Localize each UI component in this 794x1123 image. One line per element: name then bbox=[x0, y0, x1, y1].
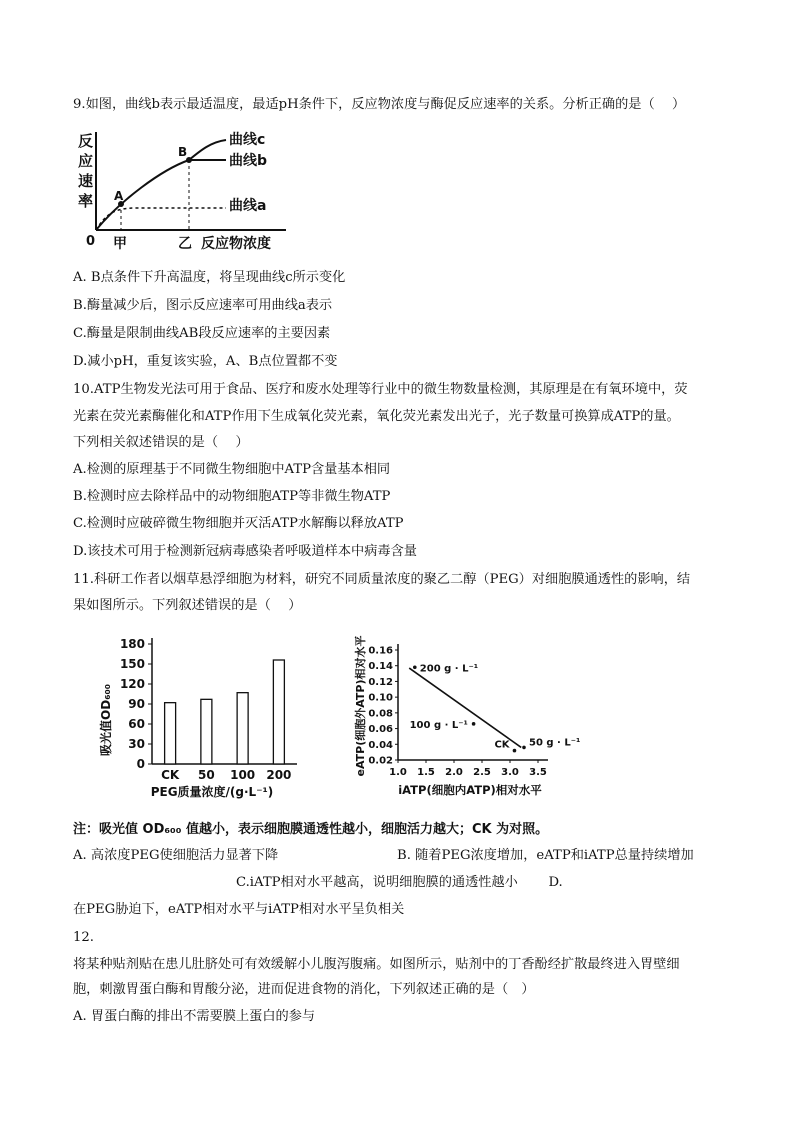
bar-ytick-label: 90 bbox=[128, 697, 145, 711]
q11-option-a: A. 高浓度PEG使细胞活力显著下降 bbox=[73, 848, 279, 863]
scatter-point bbox=[513, 749, 517, 753]
q11-note: 注：吸光值 OD₆₀₀ 值越小，表示细胞膜通透性越小，细胞活力越大；CK 为对照。 bbox=[73, 822, 549, 837]
scatter-xtick-label: 2.5 bbox=[473, 767, 491, 778]
q12-number: 12. bbox=[73, 930, 94, 945]
bar-100 bbox=[237, 693, 248, 764]
q12-option-a: A. 胃蛋白酶的排出不需要膜上蛋白的参与 bbox=[73, 1009, 316, 1024]
q11-option-b: B. 随着PEG浓度增加，eATP和iATP总量持续增加 bbox=[397, 848, 694, 863]
q10-option-d: D.该技术可用于检测新冠病毒感染者呼吸道样本中病毒含量 bbox=[73, 544, 417, 559]
scatter-ytick-label: 0.12 bbox=[368, 676, 393, 688]
q11-option-c-d: C.iATP相对水平越高，说明细胞膜的通透性越小 D. bbox=[236, 875, 563, 890]
q12-stem-line1: 将某种贴剂贴在患儿肚脐处可有效缓解小儿腹泻腹痛。如图所示，贴剂中的丁香酚经扩散最终进入胃壁细 bbox=[73, 957, 680, 972]
q9-point-a: A bbox=[114, 189, 124, 203]
bar-CK bbox=[165, 703, 176, 764]
scatter-point-label: 100 g · L⁻¹ bbox=[409, 719, 468, 731]
q9-ylabel-1: 应 bbox=[78, 152, 94, 170]
peg-bar-chart bbox=[92, 628, 304, 800]
q9-option-a: A. B点条件下升高温度，将呈现曲线c所示变化 bbox=[73, 270, 346, 285]
scatter-ytick-label: 0.10 bbox=[368, 692, 393, 704]
q10-stem-line1: 10.ATP生物发光法可用于食品、医疗和废水处理等行业中的微生物数量检测，其原理是在有氧环境中，荧 bbox=[73, 382, 688, 397]
q9-ylabel-3: 率 bbox=[78, 192, 94, 210]
q10-option-b: B.检测时应去除样品中的动物细胞ATP等非微生物ATP bbox=[73, 489, 391, 504]
scatter-ytick-label: 0.02 bbox=[368, 755, 393, 767]
scatter-trendline bbox=[409, 668, 521, 747]
scatter-xtick-label: 2.0 bbox=[445, 767, 463, 778]
scatter-xtick-label: 1.5 bbox=[417, 767, 435, 778]
q9-option-b: B.酶量减少后，图示反应速率可用曲线a表示 bbox=[73, 298, 333, 313]
bar-ytick-label: 150 bbox=[119, 657, 145, 671]
bar-ytick-label: 60 bbox=[128, 717, 145, 731]
bar-ytick-label: 180 bbox=[119, 637, 145, 651]
scatter-point-label: CK bbox=[494, 739, 510, 751]
q11-stem-line2: 果如图所示。下列叙述错误的是（ ） bbox=[73, 598, 302, 613]
bar-chart-xlabel: PEG质量浓度/(g·L⁻¹) bbox=[150, 785, 274, 799]
scatter-ytick-label: 0.16 bbox=[368, 645, 393, 657]
q9-option-d: D.减小pH，重复该实验，A、B点位置都不变 bbox=[73, 354, 338, 369]
q9-xlabel: 反应物浓度 bbox=[201, 236, 271, 252]
q9-option-c: C.酶量是限制曲线AB段反应速率的主要因素 bbox=[73, 326, 331, 341]
bar-xtick-label: 50 bbox=[198, 768, 215, 782]
scatter-chart-ylabel: eATP(细胞外ATP)相对水平 bbox=[354, 635, 367, 777]
q9-curve-b-label: 曲线b bbox=[229, 153, 268, 169]
bar-ytick-label: 30 bbox=[128, 737, 145, 751]
q9-ylabel-0: 反 bbox=[78, 132, 94, 150]
scatter-ytick-label: 0.14 bbox=[368, 661, 393, 673]
scatter-point bbox=[472, 722, 476, 726]
q11-stem-line1: 11.科研工作者以烟草悬浮细胞为材料，研究不同质量浓度的聚乙二醇（PEG）对细胞膜通透性的影响，结 bbox=[73, 572, 691, 587]
q10-stem-line3: 下列相关叙述错误的是（ ） bbox=[73, 435, 249, 450]
scatter-ytick-label: 0.04 bbox=[368, 739, 393, 751]
scatter-chart-xlabel: iATP(细胞内ATP)相对水平 bbox=[398, 783, 542, 797]
q9-curve-c-label: 曲线c bbox=[229, 132, 266, 148]
bar-xtick-label: 100 bbox=[230, 768, 256, 782]
scatter-point-label: 50 g · L⁻¹ bbox=[529, 737, 581, 749]
q9-ylabel-2: 速 bbox=[78, 172, 94, 190]
scatter-ytick-label: 0.06 bbox=[368, 724, 393, 736]
scatter-xtick-label: 3.5 bbox=[529, 767, 547, 778]
q9-x-tick-yi: 乙 bbox=[178, 236, 192, 252]
scatter-point bbox=[413, 665, 417, 669]
q10-stem-line2: 光素在荧光素酶催化和ATP作用下生成氧化荧光素，氧化荧光素发出光子，光子数量可换算成ATP的量。 bbox=[73, 409, 680, 424]
scatter-point bbox=[522, 746, 526, 750]
bar-ytick-label: 0 bbox=[136, 757, 145, 771]
scatter-xtick-label: 1.0 bbox=[389, 767, 407, 778]
q10-option-c: C.检测时应破碎微生物细胞并灭活ATP水解酶以释放ATP bbox=[73, 516, 404, 531]
q9-curve-c bbox=[189, 140, 226, 160]
bar-chart-ylabel: 吸光值OD₆₀₀ bbox=[99, 684, 113, 756]
atp-scatter-chart bbox=[350, 628, 581, 800]
q9-figure bbox=[76, 130, 296, 260]
scatter-ytick-label: 0.08 bbox=[368, 708, 393, 720]
bar-ytick-label: 120 bbox=[119, 677, 145, 691]
q9-origin: 0 bbox=[86, 234, 96, 249]
bar-50 bbox=[201, 699, 212, 764]
q9-point-b: B bbox=[178, 145, 188, 159]
scatter-xtick-label: 3.0 bbox=[501, 767, 519, 778]
bar-200 bbox=[273, 660, 284, 764]
q9-curve-a-label: 曲线a bbox=[229, 198, 267, 214]
q10-option-a: A.检测的原理基于不同微生物细胞中ATP含量基本相同 bbox=[73, 462, 391, 477]
q9-x-tick-jia: 甲 bbox=[113, 236, 127, 252]
bar-xtick-label: CK bbox=[161, 768, 180, 782]
q9-stem: 9.如图，曲线b表示最适温度，最适pH条件下，反应物浓度与酶促反应速率的关系。分析正确的是（ ） bbox=[73, 97, 686, 112]
scatter-point-label: 200 g · L⁻¹ bbox=[419, 663, 479, 675]
q12-stem-line2: 胞，刺激胃蛋白酶和胃酸分泌，进而促进食物的消化，下列叙述正确的是（ ） bbox=[73, 982, 535, 997]
q9-curve-a bbox=[96, 208, 226, 230]
q11-option-d-text: 在PEG胁迫下，eATP相对水平与iATP相对水平呈负相关 bbox=[73, 902, 405, 917]
bar-xtick-label: 200 bbox=[266, 768, 292, 782]
